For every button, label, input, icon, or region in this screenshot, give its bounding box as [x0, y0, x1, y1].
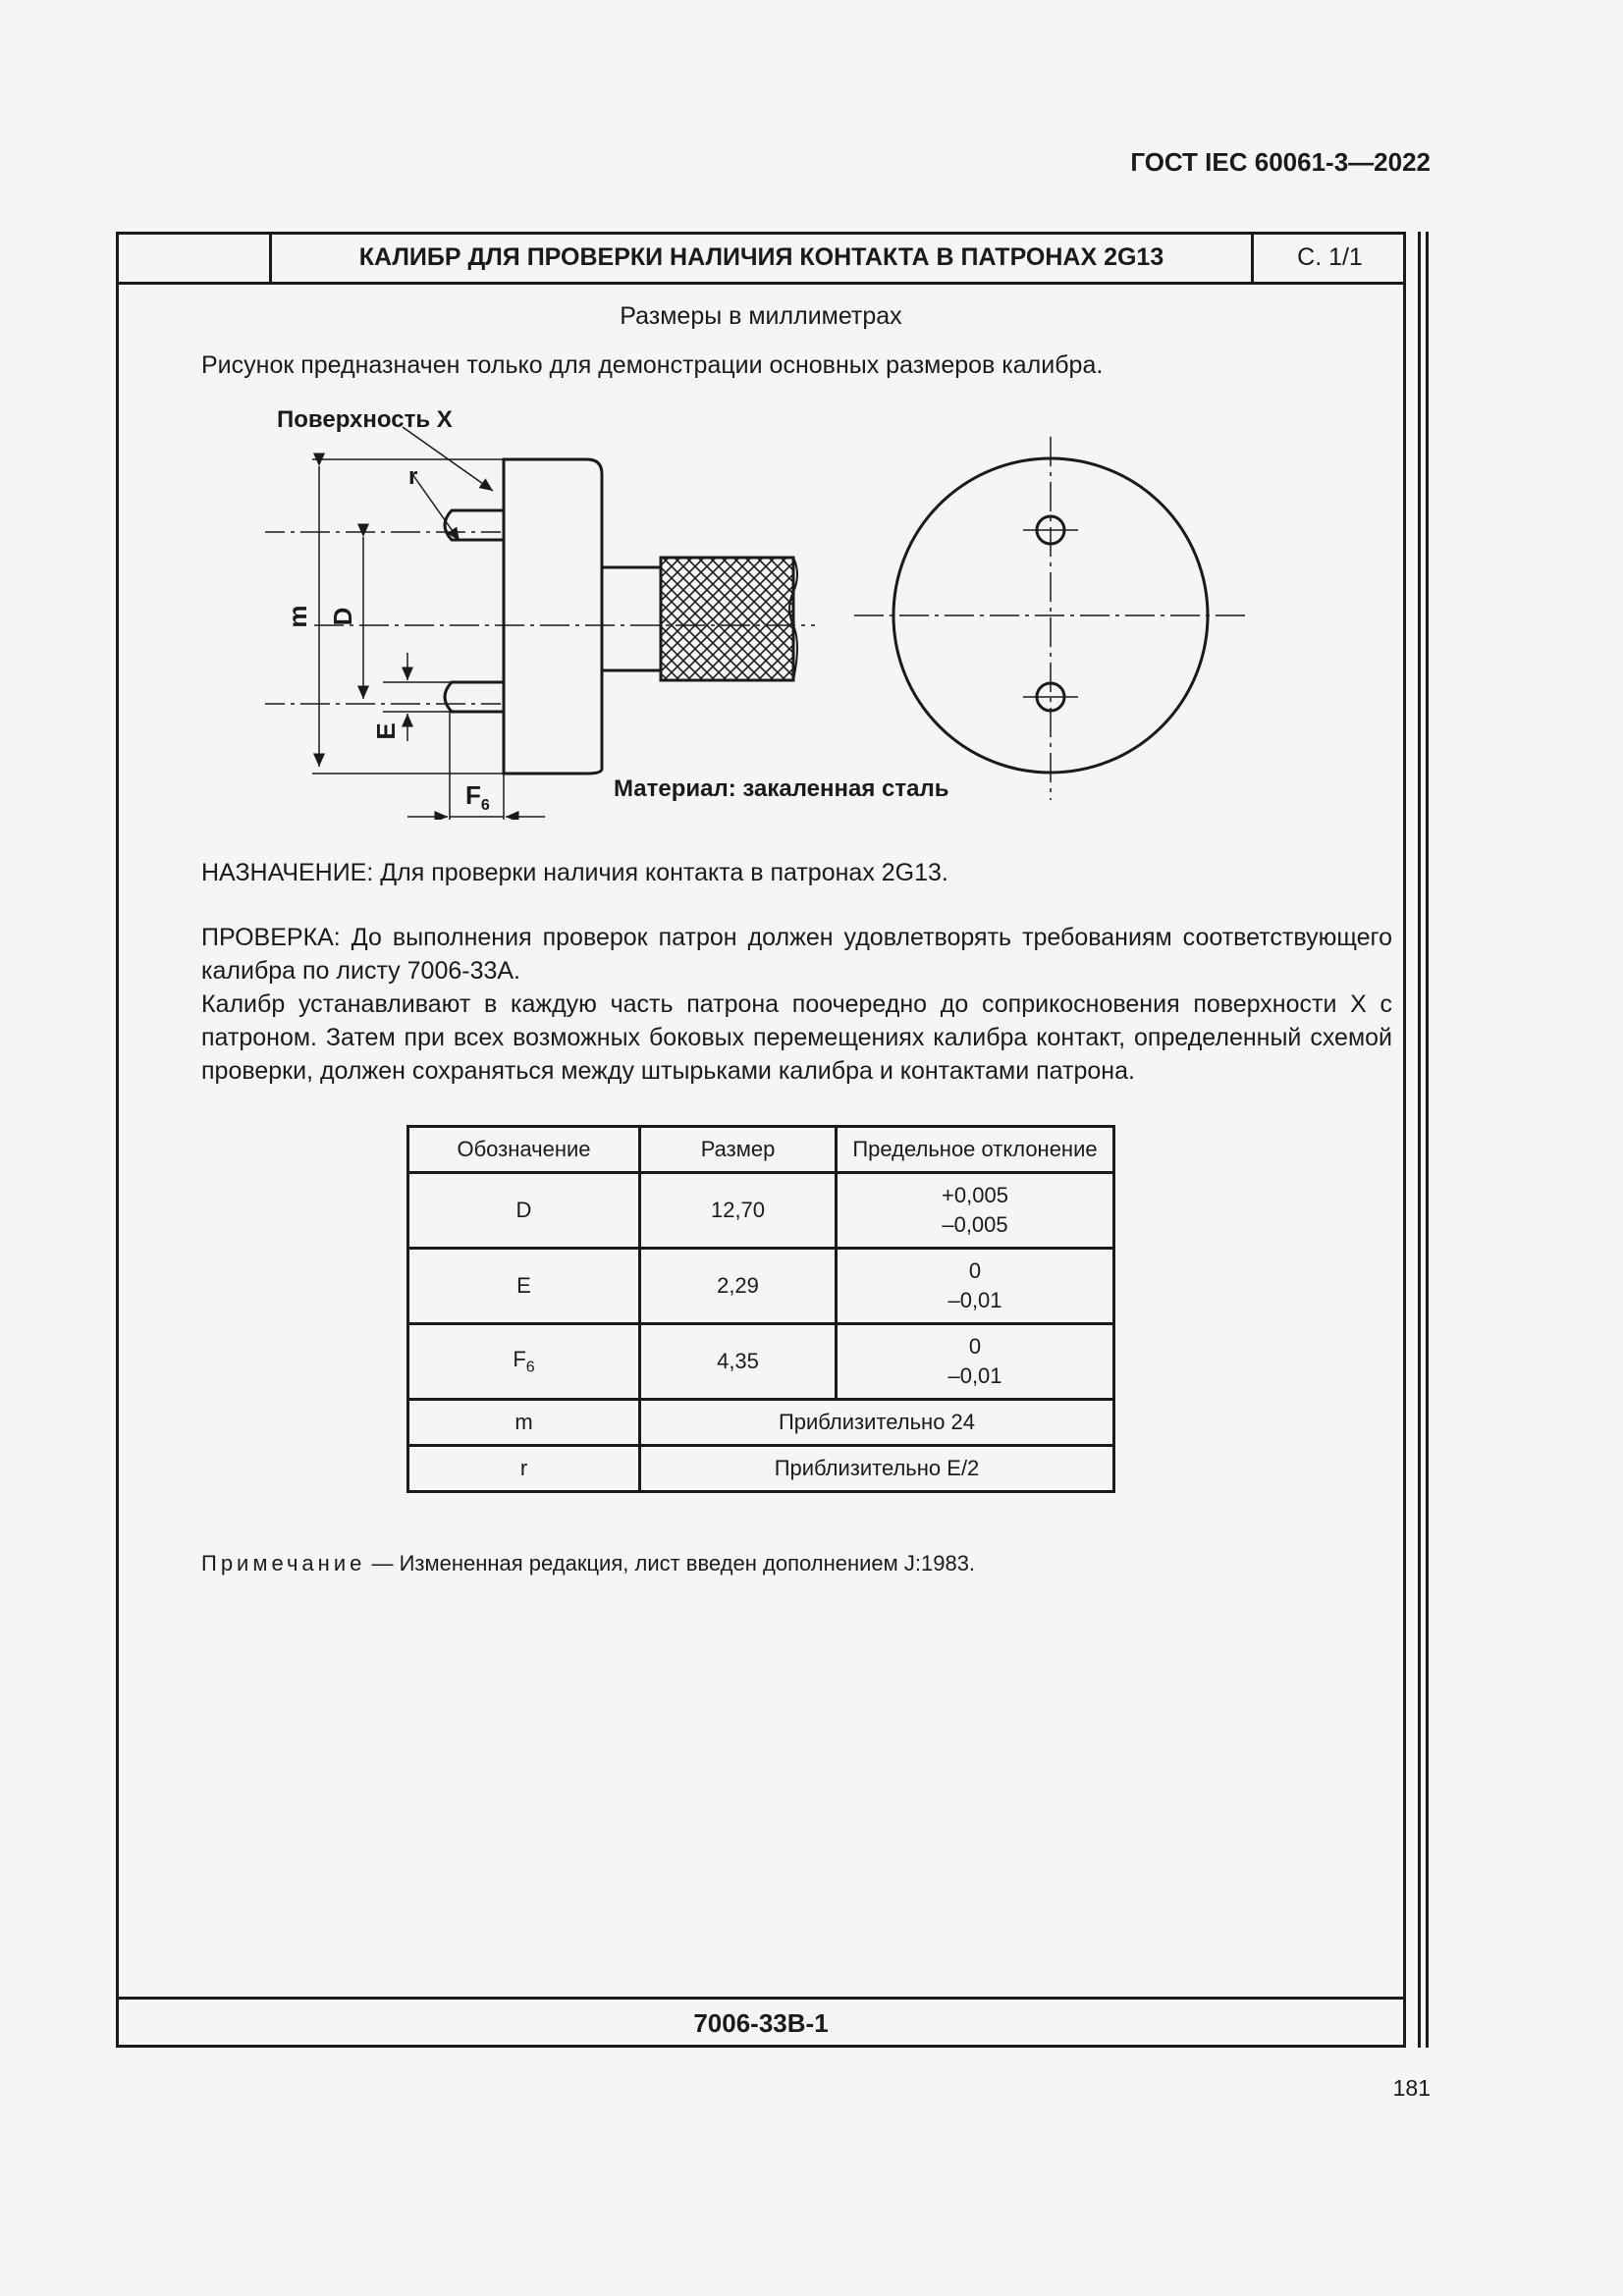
f6-label: $F_6$: [465, 780, 490, 814]
sheet-label: С. 1/1: [1297, 243, 1363, 271]
check-text-1: ПРОВЕРКА: До выполнения проверок патрон должен удовлетворять требованиям соответствующего калибра по листу 7006-33А.: [201, 924, 1392, 985]
note-text: — Измененная редакция, лист введен дополнением J:1983.: [365, 1551, 976, 1575]
frame-double-line: [1426, 232, 1429, 2048]
cell-size: 2,29: [640, 1249, 837, 1324]
cell-value: Приблизительно 24: [640, 1400, 1114, 1446]
gauge-drawing: [265, 407, 1267, 820]
figure-note: Рисунок предназначен только для демонстрации основных размеров калибра.: [201, 351, 1104, 379]
table-row: [408, 1446, 1114, 1492]
table-row: [408, 1400, 1114, 1446]
header-symbol: Обозначение: [408, 1127, 640, 1173]
surface-x-label: Поверхность X: [277, 407, 453, 433]
note: [201, 1551, 975, 1576]
sheet-code: 7006-33B-1: [693, 2008, 829, 2038]
cell-symbol: D: [408, 1173, 640, 1249]
table-header-row: [408, 1127, 1114, 1173]
dimensions-table: [406, 1125, 1115, 1493]
cell-tolerance: 0 –0,01: [837, 1324, 1114, 1400]
cell-value: Приблизительно E/2: [640, 1446, 1114, 1492]
cell-size: 4,35: [640, 1324, 837, 1400]
cell-size: 12,70: [640, 1173, 837, 1249]
m-label: m: [283, 605, 312, 628]
cell-tolerance: 0 –0,01: [837, 1249, 1114, 1324]
cell-tolerance: +0,005 –0,005: [837, 1173, 1114, 1249]
table-row: [408, 1324, 1114, 1400]
frame-double-line: [1418, 232, 1421, 2048]
cell-symbol: r: [408, 1446, 640, 1492]
check-text-2: Калибр устанавливают в каждую часть патрона поочередно до соприкосновения поверхности X с патроном. Затем при всех возможных боковых перемещениях калибра контакт, определенный схемой проверки, должен сохраняться между штырьками калибра и контактами патрона.: [201, 990, 1392, 1085]
gauge-side-view: [445, 459, 797, 774]
sheet-title: КАЛИБР ДЛЯ ПРОВЕРКИ НАЛИЧИЯ КОНТАКТА В ПАТРОНАХ 2G13: [358, 243, 1164, 271]
gauge-front-view: [854, 437, 1247, 800]
cell-symbol: $F_6$: [408, 1324, 640, 1400]
table-row: [408, 1173, 1114, 1249]
e-label: E: [371, 722, 401, 740]
note-label: Примечание: [201, 1551, 366, 1575]
header-size: Размер: [640, 1127, 837, 1173]
r-label: r: [408, 463, 418, 490]
d-label: D: [328, 607, 357, 626]
cell-symbol: E: [408, 1249, 640, 1324]
standard-number: ГОСТ IEC 60061-3—2022: [1130, 147, 1431, 177]
cell-symbol: m: [408, 1400, 640, 1446]
purpose-text: НАЗНАЧЕНИЕ: Для проверки наличия контакта в патронах 2G13.: [201, 859, 948, 886]
page-number: 181: [1392, 2075, 1431, 2101]
material-label: Материал: закаленная сталь: [614, 775, 949, 802]
units-note: Размеры в миллиметрах: [620, 302, 902, 330]
table-row: [408, 1249, 1114, 1324]
header-tolerance: Предельное отклонение: [837, 1127, 1114, 1173]
